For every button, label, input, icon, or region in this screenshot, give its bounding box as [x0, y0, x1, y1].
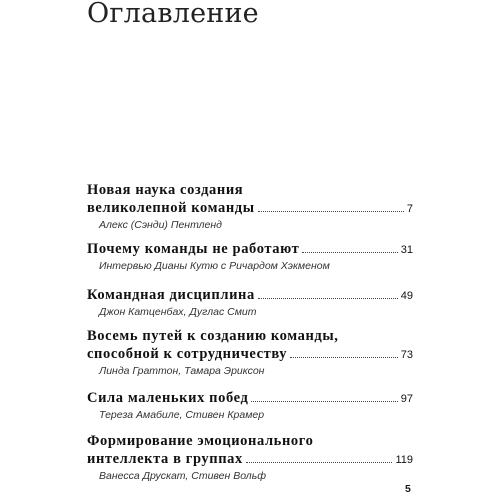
entry-author: Тереза Амабиле, Стивен Крамер — [99, 409, 265, 421]
entry-title-line2: интеллекта в группах 119 — [87, 451, 413, 467]
entry-title-line1: Командная дисциплина 49 — [87, 287, 413, 303]
entry-page-number: 31 — [400, 244, 413, 256]
folio-page-number: 5 — [405, 483, 411, 495]
entry-author: Ванесса Друскат, Стивен Вольф — [99, 470, 267, 482]
dot-leader — [290, 356, 398, 358]
entry-title-line2: великолепной команды 7 — [87, 200, 413, 216]
entry-title-line2: способной к сотрудничеству 73 — [87, 346, 413, 362]
entry-title-line1: Новая наука создания — [87, 182, 244, 198]
toc-entry[interactable] — [87, 389, 413, 422]
dot-leader — [246, 461, 393, 463]
entry-title-line1: Восемь путей к созданию команды, — [87, 328, 339, 344]
entry-author: Алекс (Сэнди) Пентленд — [99, 219, 222, 231]
entry-page-number: 97 — [400, 393, 413, 405]
entry-author: Джон Катценбах, Дуглас Смит — [99, 306, 257, 318]
toc-entry[interactable] — [87, 181, 413, 232]
entry-title-line1: Сила маленьких побед 97 — [87, 390, 413, 406]
page-title: Оглавление — [87, 0, 259, 29]
toc-entry[interactable] — [87, 286, 413, 319]
toc-entry[interactable] — [87, 240, 413, 273]
dot-leader — [251, 400, 397, 402]
dot-leader — [302, 251, 397, 253]
entry-author: Интервью Дианы Кутю с Ричардом Хэкменом — [99, 260, 330, 272]
entry-page-number: 73 — [400, 349, 413, 361]
toc-entry[interactable] — [87, 327, 413, 378]
entry-author: Линда Граттон, Тамара Эриксон — [99, 365, 265, 377]
entry-title-line1: Почему команды не работают 31 — [87, 241, 413, 257]
entry-title-line1: Формирование эмоционального — [87, 433, 314, 449]
dot-leader — [258, 297, 398, 299]
entry-page-number: 49 — [400, 290, 413, 302]
entry-page-number: 119 — [395, 454, 413, 466]
dot-leader — [258, 210, 404, 212]
toc-entry[interactable] — [87, 432, 413, 483]
entry-page-number: 7 — [406, 203, 413, 215]
